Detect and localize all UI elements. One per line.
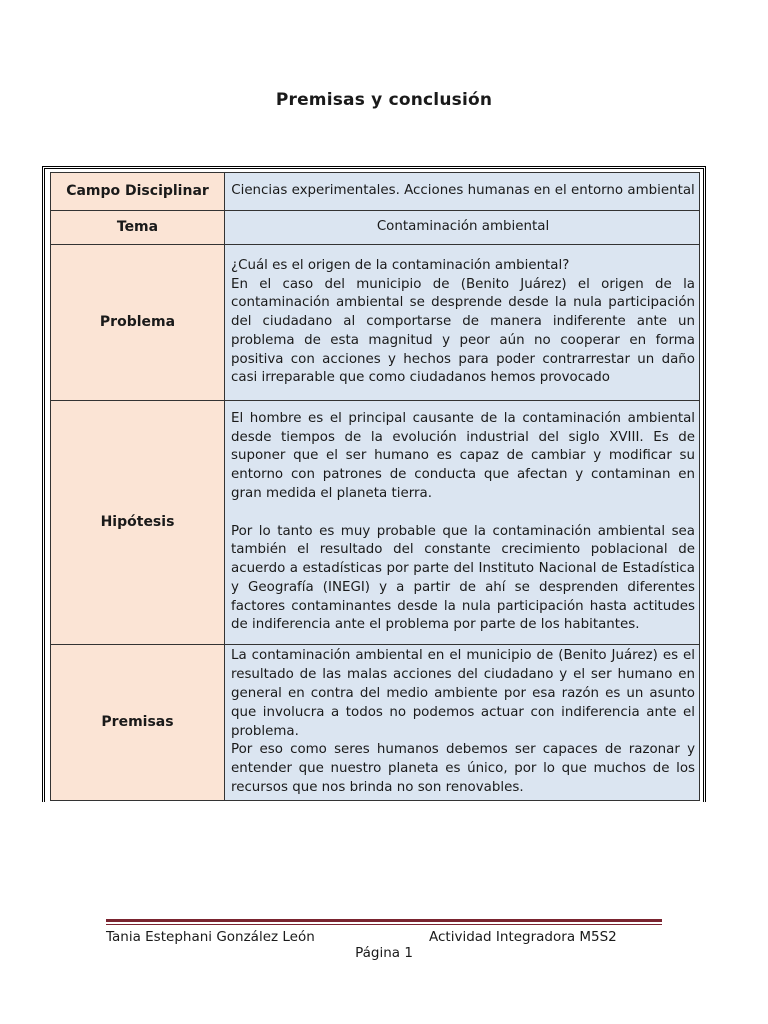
table-row-campo <box>51 173 700 211</box>
hipotesis-label: Hipótesis <box>51 401 225 645</box>
premisas-paragraph-1: La contaminación ambiental en el municipio de (Benito Juárez) es el resultado de las malas acciones del ciudadano y el ser humano en general en contra del medio ambiente por esa razón es un asunto que involucra a todos no podemos actuar con indiferencia ante el problema. <box>231 648 695 739</box>
hipotesis-paragraph-2: Por lo tanto es muy probable que la contaminación ambiental sea también el resultado del constante crecimiento poblacional de acuerdo a estadísticas por parte del Instituto Nacional de Estadística y Geografía (INEGI) y a partir de ahí se desprenden diferentes factores contaminantes desde la nula participación hasta actitudes de indiferencia ante el problema por parte de los habitantes. <box>231 523 695 633</box>
hipotesis-value <box>225 401 700 645</box>
page-title: Premisas y conclusión <box>275 90 493 110</box>
problema-value: ¿Cuál es el origen de la contaminación ambiental? En el caso del municipio de (Benito Juárez) el origen de la contaminación ambiental se desprende desde la nula participación del ciudadano al comportarse de manera indiferente ante un problema de esta magnitud y peor aún no cooperar en forma positiva con acciones y hechos para poder contrarrestar un daño casi irreparable que como ciudadanos hemos provocado <box>225 245 700 401</box>
problema-label: Problema <box>51 245 225 401</box>
footer-activity: Actividad Integradora M5S2 <box>429 929 617 945</box>
table-row-premisas <box>51 645 700 801</box>
tema-value: Contaminación ambiental <box>225 211 700 245</box>
hipotesis-paragraph-1: El hombre es el principal causante de la contaminación ambiental desde tiempos de la evolución industrial del siglo XVIII. Es de suponer que el ser humano es capaz de cambiar y modificar su entorno con patrones de conducta que afectan y contaminan en gran medida el planeta tierra. <box>231 410 695 501</box>
footer-divider-thin <box>106 924 662 925</box>
paragraph-gap <box>231 504 695 523</box>
tema-label: Tema <box>51 211 225 245</box>
premisas-paragraph-2: Por eso como seres humanos debemos ser capaces de razonar y entender que nuestro planeta es único, por lo que muchos de los recursos que nos brinda no son renovables. <box>231 742 695 795</box>
table-row-tema <box>51 211 700 245</box>
premisas-value <box>225 645 700 801</box>
table-row-hipotesis <box>51 401 700 645</box>
campo-value: Ciencias experimentales. Acciones humanas en el entorno ambiental <box>225 173 700 211</box>
footer-divider-thick <box>106 919 662 922</box>
premises-table <box>50 172 700 801</box>
campo-label: Campo Disciplinar <box>51 173 225 211</box>
premisas-label: Premisas <box>51 645 225 801</box>
footer-page-number: Página 1 <box>355 945 413 961</box>
footer-author: Tania Estephani González León <box>106 929 315 945</box>
table-row-problema <box>51 245 700 401</box>
